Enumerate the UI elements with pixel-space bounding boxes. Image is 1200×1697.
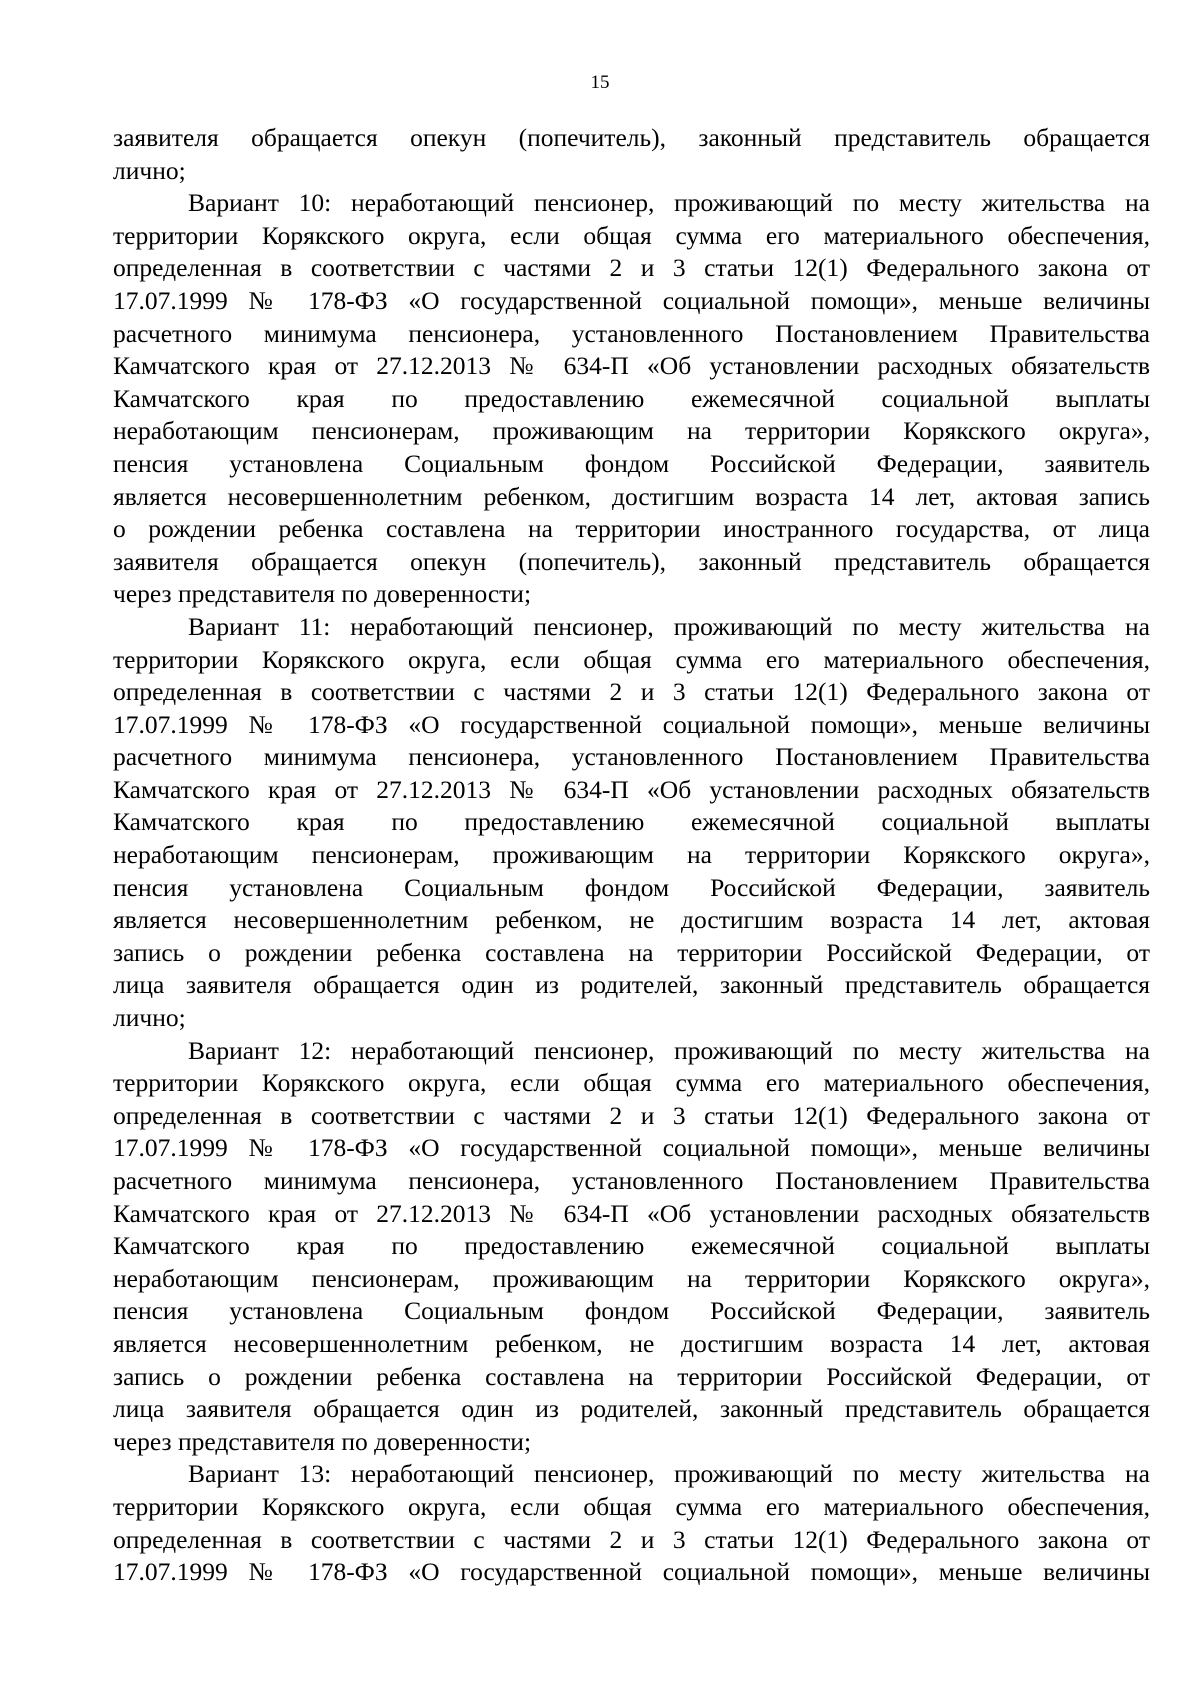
text-line: территории Корякского округа, если общая сумма его материального обеспечения,	[113, 220, 1150, 250]
text-line: Камчатского края по предоставлению ежемесячной социальной выплаты	[113, 383, 1150, 413]
text-line: пенсия установлена Социальным фондом Российской Федерации, заявитель	[113, 1296, 1150, 1326]
text-line: 17.07.1999 № 178-ФЗ «О государственной социальной помощи», меньше величины	[113, 709, 1150, 739]
text-line: территории Корякского округа, если общая сумма его материального обеспечения,	[113, 644, 1150, 674]
text-line: запись о рождении ребенка составлена на территории Российской Федерации, от	[113, 937, 1150, 967]
text-line: Камчатского края от 27.12.2013 № 634-П «Об установлении расходных обязательств	[113, 351, 1150, 381]
text-line: определенная в соответствии с частями 2 и 3 статьи 12(1) Федерального закона от	[113, 677, 1150, 707]
text-line: является несовершеннолетним ребенком, не достигшим возраста 14 лет, актовая	[113, 1328, 1150, 1358]
text-line: о рождении ребенка составлена на территории иностранного государства, от лица	[113, 514, 1150, 544]
text-line: расчетного минимума пенсионера, установленного Постановлением Правительства	[113, 742, 1150, 772]
text-line: неработающим пенсионерам, проживающим на территории Корякского округа»,	[113, 416, 1150, 446]
paragraph-first-line: Вариант 12: неработающий пенсионер, проживающий по месту жительства на	[188, 1035, 1150, 1065]
text-line: запись о рождении ребенка составлена на территории Российской Федерации, от	[113, 1361, 1150, 1391]
text-line: территории Корякского округа, если общая сумма его материального обеспечения,	[113, 1068, 1150, 1098]
text-line: заявителя обращается опекун (попечитель), законный представитель обращается	[113, 123, 1150, 152]
text-line: является несовершеннолетним ребенком, достигшим возраста 14 лет, актовая запись	[113, 481, 1150, 511]
document-body	[113, 122, 1150, 1589]
text-line: неработающим пенсионерам, проживающим на территории Корякского округа»,	[113, 1263, 1150, 1293]
text-line: определенная в соответствии с частями 2 и 3 статьи 12(1) Федерального закона от	[113, 253, 1150, 283]
text-line: расчетного минимума пенсионера, установленного Постановлением Правительства	[113, 1166, 1150, 1195]
text-line: территории Корякского округа, если общая сумма его материального обеспечения,	[113, 1491, 1150, 1521]
text-line: Камчатского края от 27.12.2013 № 634-П «Об установлении расходных обязательств	[113, 1198, 1150, 1228]
text-line: 17.07.1999 № 178-ФЗ «О государственной социальной помощи», меньше величины	[113, 1133, 1150, 1163]
text-line: пенсия установлена Социальным фондом Российской Федерации, заявитель	[113, 448, 1150, 478]
text-line: расчетного минимума пенсионера, установленного Постановлением Правительства	[113, 318, 1150, 348]
page-number: 15	[590, 72, 610, 93]
text-line: является несовершеннолетним ребенком, не достигшим возраста 14 лет, актовая	[113, 905, 1150, 935]
text-line: определенная в соответствии с частями 2 и 3 статьи 12(1) Федерального закона от	[113, 1524, 1150, 1554]
text-line: лично;	[113, 155, 186, 185]
text-line: Камчатского края по предоставлению ежемесячной социальной выплаты	[113, 1231, 1150, 1261]
text-line: Камчатского края от 27.12.2013 № 634-П «Об установлении расходных обязательств	[113, 774, 1150, 804]
text-line: лица заявителя обращается один из родителей, законный представитель обращается	[113, 1394, 1150, 1424]
text-line: лица заявителя обращается один из родителей, законный представитель обращается	[113, 970, 1150, 1000]
text-line: определенная в соответствии с частями 2 и 3 статьи 12(1) Федерального закона от	[113, 1100, 1150, 1130]
text-line: 17.07.1999 № 178-ФЗ «О государственной социальной помощи», меньше величины	[113, 285, 1150, 315]
text-line: через представителя по доверенности;	[113, 579, 532, 609]
text-line: Камчатского края по предоставлению ежемесячной социальной выплаты	[113, 807, 1150, 837]
paragraph-first-line: Вариант 10: неработающий пенсионер, проживающий по месту жительства на	[188, 188, 1150, 218]
text-line: лично;	[113, 1003, 186, 1033]
text-line: неработающим пенсионерам, проживающим на территории Корякского округа»,	[113, 840, 1150, 870]
text-line: 17.07.1999 № 178-ФЗ «О государственной социальной помощи», меньше величины	[113, 1557, 1150, 1587]
text-line: пенсия установлена Социальным фондом Российской Федерации, заявитель	[113, 872, 1150, 902]
paragraph-first-line: Вариант 13: неработающий пенсионер, проживающий по месту жительства на	[188, 1459, 1150, 1489]
paragraph-first-line: Вариант 11: неработающий пенсионер, проживающий по месту жительства на	[188, 611, 1150, 641]
text-line: заявителя обращается опекун (попечитель), законный представитель обращается	[113, 546, 1150, 576]
text-line: через представителя по доверенности;	[113, 1426, 532, 1456]
